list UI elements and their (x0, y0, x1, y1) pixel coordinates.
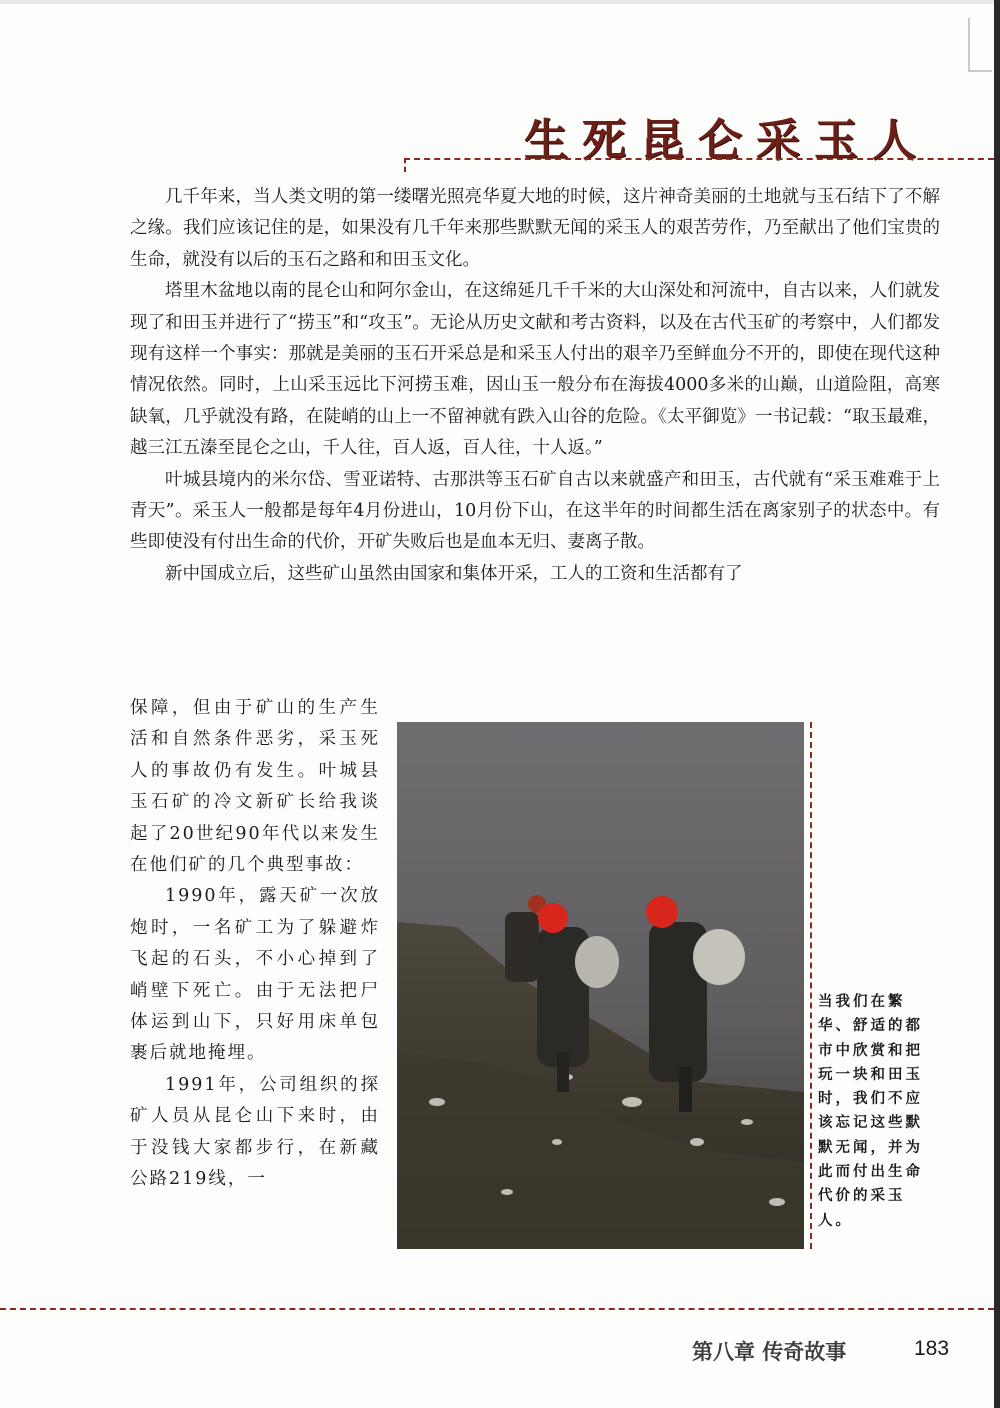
paragraph: 叶城县境内的米尔岱、雪亚诺特、古那洪等玉石矿自古以来就盛产和田玉，古代就有“采玉难难于上青天”。采玉人一般都是每年4月份进山，10月份下山，在这半年的时间都生活在离家别子的状态中。有些即使没有付出生命的代价，开矿失败后也是血本无归、妻离子散。 (130, 469, 940, 553)
page-number: 183 (914, 1337, 950, 1360)
title-rule-cap (404, 158, 406, 172)
photo-caption: 当我们在繁华、舒适的都市中欣赏和把玩一块和田玉时，我们不应该忘记这些默默无闻，并为此而付出生命代价的采玉人。 (818, 993, 923, 1229)
paragraph: 塔里木盆地以南的昆仑山和阿尔金山，在这绵延几千千米的大山深处和河流中，自古以来，人们就发现了和田玉并进行了“捞玉”和“攻玉”。无论从历史文献和考古资料，以及在古代玉矿的考察中，人们都发现有这样一个事实：那就是美丽的玉石开采总是和采玉人付出的艰辛乃至鲜血分不开的，即使在现代这种情况依然。同时，上山采玉远比下河捞玉难，因山玉一般分布在海拔4000多米的山巅，山道险阻，高寒缺氧，几乎就没有路，在陡峭的山上一不留神就有跌入山谷的危险。《太平御览》一书记载：“取玉最难，越三江五溱至昆仑之山，千人往，百人返，百人往，十人返。” (130, 281, 940, 459)
article-title: 生死昆仑采玉人 (524, 115, 930, 166)
paragraph: 新中国成立后，这些矿山虽然由国家和集体开采，工人的工资和生活都有了 (165, 563, 743, 584)
page-edge (994, 0, 1000, 1408)
top-border (0, 0, 994, 4)
wrapped-text-column (130, 693, 380, 1196)
title-dashed-rule (404, 158, 994, 160)
paragraph: 保障，但由于矿山的生产生活和自然条件恶劣，采玉死人的事故仍有发生。叶城县玉石矿的冷文新矿长给我谈起了20世纪90年代以来发生在他们矿的几个典型事故： (130, 698, 380, 876)
jade-miners-photo (397, 722, 804, 1249)
photo-dashed-rule (810, 722, 812, 1249)
footer-dashed-rule (0, 1308, 994, 1310)
paragraph: 1991年，公司组织的探矿人员从昆仑山下来时，由于没钱大家都步行，在新藏公路219线，一 (130, 1074, 380, 1190)
paragraph: 1990年，露天矿一次放炮时，一名矿工为了躲避炸飞起的石头，不小心掉到了峭壁下死亡。由于无法把尸体运到山下，只好用床单包裹后就地掩埋。 (130, 886, 380, 1064)
photo-illustration (397, 722, 804, 1249)
paragraph: 几千年来，当人类文明的第一缕曙光照亮华夏大地的时候，这片神奇美丽的土地就与玉石结下了不解之缘。我们应该记住的是，如果没有几千年来那些默默无闻的采玉人的艰苦劳作，乃至献出了他们宝贵的生命，就没有以后的玉石之路和和田玉文化。 (130, 187, 940, 270)
body-text (130, 182, 940, 590)
corner-tab (968, 18, 992, 72)
chapter-title: 第八章 传奇故事 (692, 1340, 847, 1364)
